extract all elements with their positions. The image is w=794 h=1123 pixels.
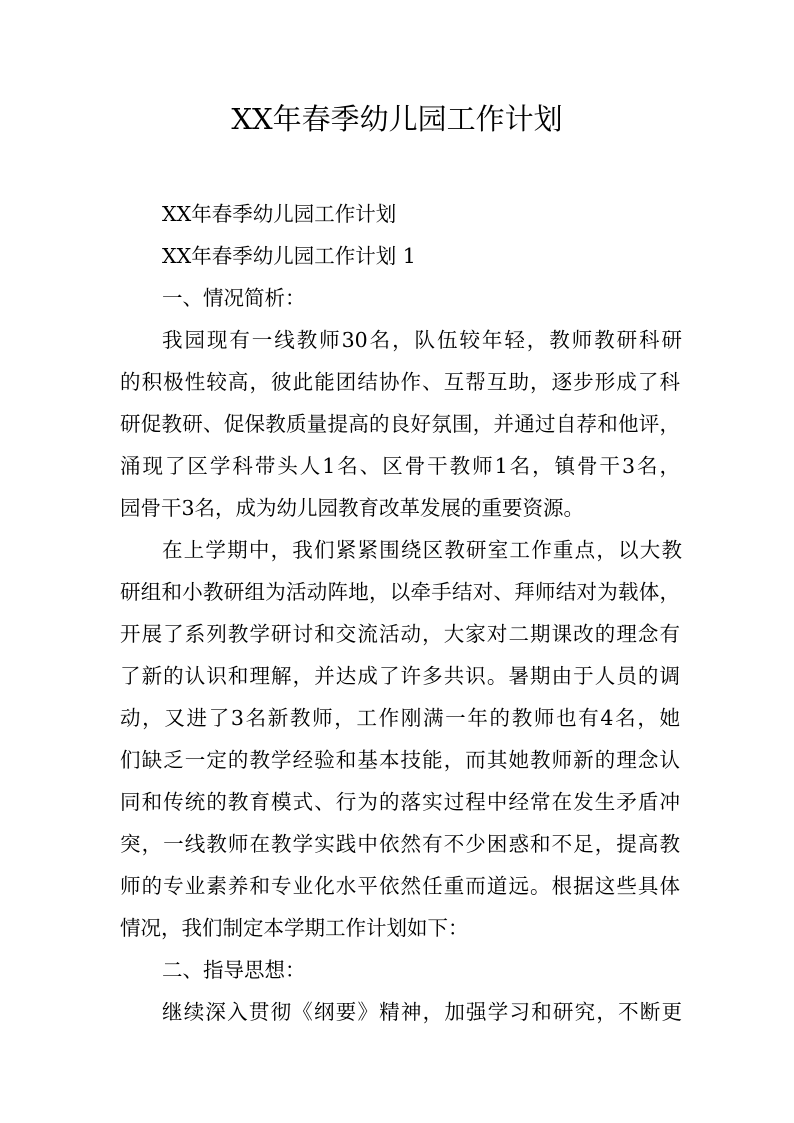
section-heading-situation: 一、情况简析：: [162, 286, 306, 310]
section-heading-guiding-ideology: 二、指导思想：: [162, 958, 306, 982]
document-title: XX年春季幼儿园工作计划: [231, 102, 563, 136]
paragraph-line: 们缺乏一定的教学经验和基本技能，而其她教师新的理念认: [120, 748, 680, 772]
paragraph-line: 动，又进了3名新教师，工作刚满一年的教师也有4名，她: [120, 706, 680, 730]
paragraph-line: 涌现了区学科带头人1名、区骨干教师1名，镇骨干3名，: [120, 454, 680, 478]
paragraph-line: 了新的认识和理解，并达成了许多共识。暑期由于人员的调: [120, 664, 680, 688]
subtitle-line-numbered: XX年春季幼儿园工作计划 1: [162, 244, 416, 268]
paragraph-line: 园骨干3名，成为幼儿园教育改革发展的重要资源。: [120, 496, 585, 520]
paragraph-line: 继续深入贯彻《纲要》精神，加强学习和研究，不断更: [162, 1000, 682, 1024]
paragraph-line: 突，一线教师在教学实践中依然有不少困惑和不足，提高教: [120, 832, 680, 856]
paragraph-line: 同和传统的教育模式、行为的落实过程中经常在发生矛盾冲: [120, 790, 680, 814]
paragraph-line: 师的专业素养和专业化水平依然任重而道远。根据这些具体: [120, 874, 680, 898]
paragraph-line: 情况，我们制定本学期工作计划如下：: [120, 916, 469, 940]
paragraph-line: 我园现有一线教师30名，队伍较年轻，教师教研科研: [162, 328, 682, 352]
paragraph-line: 开展了系列教学研讨和交流活动，大家对二期课改的理念有: [120, 622, 680, 646]
subtitle-line: XX年春季幼儿园工作计划: [162, 202, 397, 226]
paragraph-line: 的积极性较高，彼此能团结协作、互帮互助，逐步形成了科: [120, 370, 680, 394]
paragraph-line: 在上学期中，我们紧紧围绕区教研室工作重点，以大教: [162, 538, 682, 562]
paragraph-line: 研组和小教研组为活动阵地，以牵手结对、拜师结对为载体，: [120, 580, 680, 604]
paragraph-line: 研促教研、促保教质量提高的良好氛围，并通过自荐和他评，: [120, 412, 680, 436]
